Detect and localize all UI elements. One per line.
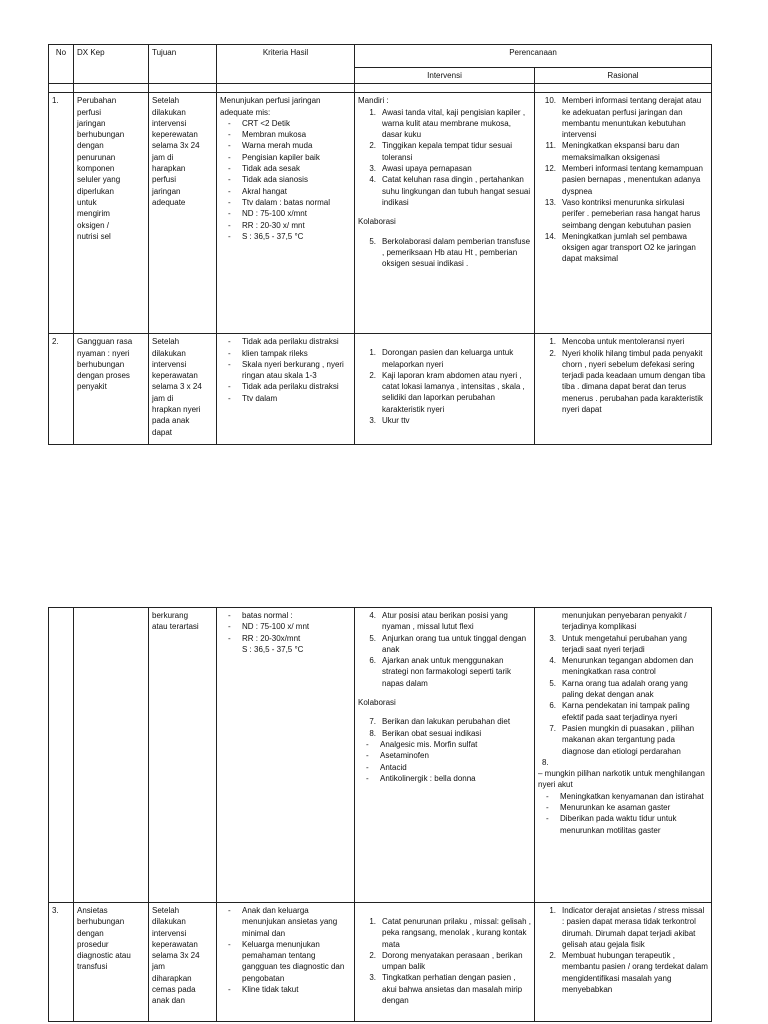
dx-cell: Ansietas berhubungan dengan prosedur diagnostic atau transfusi [74, 903, 149, 1022]
list-item: 6. Karna pendekatan ini tampak paling efektif pada saat terjadinya nyeri [549, 701, 690, 722]
list-item: - Anak dan keluarga menunjukan ansietas yang minimal dan [228, 906, 338, 938]
list-item: - Tidak ada perilaku distraksi [228, 382, 339, 392]
list-item: - S : 36,5 - 37,5 °C [228, 231, 304, 241]
rasional-cell [535, 334, 712, 445]
list-item: 1. Catat penurunan prilaku , missal: gelisah , peka rangsang, menolak , kurang kontak mata [369, 917, 531, 949]
intervensi-cell [355, 334, 535, 445]
list-item: 13. Vaso kontriksi menurunka sirkulasi perifer . pemeberian rasa hangat harus seimbang dengan kebutuhan pasien [544, 197, 701, 230]
list-item: - Membran mukosa [228, 130, 307, 140]
list-item: 4. Atur posisi atau berikan posisi yang nyaman , missal lutut flexi [369, 611, 508, 632]
list-item: - Antikolinergik : bella donna [366, 773, 476, 783]
intervensi-cell [355, 93, 535, 334]
list-item: 1. Mencoba untuk mentoleransi nyeri [549, 337, 685, 347]
kriteria-cell [217, 903, 355, 1022]
list-item: - Pengisian kapiler baik [228, 152, 320, 162]
list-item: 3. Awasi upaya pernapasan [369, 164, 472, 174]
list-item: 2. Tinggikan kepala tempat tidur sesuai toleransi [369, 141, 512, 162]
dx-cell: Perubahan perfusi jaringan berhubungan dengan penurunan komponen seluler yang diperlukan untuk mengirim oksigen / nutrisi sel [74, 93, 149, 334]
kriteria-cell [217, 93, 355, 334]
kolaborasi-heading: Kolaborasi [358, 698, 396, 708]
list-item: 2. Dorong menyatakan perasaan , berikan umpan balik [369, 950, 523, 972]
list-item: - Diberikan pada waktu tidur untuk menurunkan motilitas gaster [546, 814, 677, 835]
list-item: - Akral hangat [228, 186, 287, 196]
list-item: - Ttv dalam : batas normal [228, 197, 331, 207]
list-item: - CRT <2 Detik [228, 118, 290, 128]
care-plan-table-page-1 [48, 44, 712, 445]
list-item: 1. Indicator derajat ansietas / stress missal : pasien dapat merasa tidak terkontrol dirumah. Dirumah dapat terjadi akibat gelisah atau gejala fisik [549, 906, 705, 949]
list-item: 3. Ukur ttv [369, 416, 410, 426]
kriteria-extra: S : 36,5 - 37,5 °C [242, 644, 304, 654]
list-item: 2. Kaji laporan kram abdomen atau nyeri , catat lokasi lamanya , intensitas , skala , selidiki dan laporkan perubahan karakteristik nyeri [369, 370, 525, 414]
list-item: - Tidak ada perilaku distraksi [228, 337, 339, 347]
header-tujuan: Tujuan [149, 45, 217, 84]
rasional-8-number: 8. [542, 757, 549, 767]
header-perencanaan: Perencanaan [355, 45, 712, 68]
list-item: - Kline tidak takut [228, 985, 299, 995]
tujuan-cell: Setelah dilakukan intervensi keperewatan selama 3x 24 jam di harapkan perfusi jaringan adequate [149, 93, 217, 334]
table-row [49, 93, 712, 334]
list-item: 2. Nyeri kholik hilang timbul pada penyakit chorn , nyeri sebelum defekasi sering terjadi pada keadaan umum dengan tiba tiba . dimana dapat berat dan terus menerus . perubahan pada karakteristik nyeri dapat [549, 348, 706, 415]
tujuan-cell: berkurang atau terartasi [149, 608, 217, 903]
list-item: 3. Untuk mengetahui perubahan yang terjadi saat nyeri terjadi [549, 633, 687, 654]
list-item: 4. Menurunkan tegangan abdomen dan meningkatkan rasa control [549, 656, 694, 677]
rasional-cell [535, 93, 712, 334]
list-item: 1. Awasi tanda vital, kaji pengisian kapiler , warna kulit atau membrane mukosa, dasar kuku [369, 107, 526, 140]
rasional-8-text: – mungkin pilihan narkotik untuk menghilangan nyeri akut [538, 769, 705, 790]
dx-cell: Gangguan rasa nyaman : nyeri berhubungan dengan proses penyakit [74, 334, 149, 445]
list-item: 5. Anjurkan orang tua untuk tinggal dengan anak [369, 633, 527, 654]
intervensi-cell [355, 903, 535, 1022]
row-number [49, 608, 74, 903]
rasional-continued: menunjukan penyebaran penyakit / terjadinya komplikasi [562, 611, 687, 632]
row-number: 3. [49, 903, 74, 1022]
kriteria-cell [217, 608, 355, 903]
rasional-cell [535, 903, 712, 1022]
tujuan-cell: Setelah dilakukan intervensi keperawatan selama 3x 24 jam diharapkan cemas pada anak dan [149, 903, 217, 1022]
care-plan-table-page-2 [48, 607, 712, 1022]
list-item: - Menurunkan ke asaman gaster [546, 803, 671, 813]
row-number: 1. [49, 93, 74, 334]
list-item: 10. Memberi informasi tentang derajat atau ke adekuatan perfusi jaringan dan membantu menuntukan kebutuhan intervensi [544, 96, 702, 140]
kolaborasi-heading: Kolaborasi [358, 217, 396, 227]
list-item: - Skala nyeri berkurang , nyeri ringan atau skala 1-3 [228, 359, 344, 381]
list-item: - klien tampak rileks [228, 348, 308, 358]
header-kriteria-hasil: Kriteria Hasil [217, 45, 355, 84]
list-item: - ND : 75-100 x/ mnt [228, 622, 310, 632]
list-item: - Warna merah muda [228, 141, 313, 151]
list-item: - ND : 75-100 x/mnt [228, 209, 307, 219]
dx-cell [74, 608, 149, 903]
intervensi-cell [355, 608, 535, 903]
mandiri-heading: Mandiri : [358, 96, 389, 106]
kriteria-intro: Menunjukan perfusi jaringan adequate mis: [220, 96, 321, 117]
list-item: 14. Meningkatkan jumlah sel pembawa oksigen agar transport O2 ke jaringan dapat maksimal [544, 231, 696, 264]
list-item: - RR : 20-30 x/ mnt [228, 220, 305, 230]
list-item: 2. Membuat hubungan terapeutik , membantu pasien / orang terdekat dalam mengidentifikasi masalah yang menyebabkan [549, 951, 708, 995]
header-rasional: Rasional [535, 68, 712, 84]
list-item: - Antacid [366, 762, 407, 772]
list-item: - RR : 20-30x/mnt [228, 633, 301, 643]
list-item: 1. Dorongan pasien dan keluarga untuk melaporkan nyeri [369, 348, 514, 369]
row-number: 2. [49, 334, 74, 445]
list-item: - batas normal : [228, 611, 293, 620]
list-item: - Keluarga menunjukan pemahaman tentang gangguan tes diagnostic dan pengobatan [228, 939, 345, 983]
list-item: - Tidak ada sesak [228, 164, 300, 174]
list-item: 7. Berikan dan lakukan perubahan diet [369, 717, 511, 727]
kriteria-cell [217, 334, 355, 445]
list-item: 12. Memberi informasi tentang kemampuan pasien bernapas , menentukan adanya dyspnea [544, 164, 703, 196]
table-row [49, 334, 712, 445]
header-no: No [49, 45, 74, 84]
list-item: - Meningkatkan kenyamanan dan istirahat [546, 791, 704, 801]
rasional-cell [535, 608, 712, 903]
list-item: - Analgesic mis. Morfin sulfat [366, 739, 478, 749]
list-item: 6. Ajarkan anak untuk menggunakan strategi non farmakologi seperti tarik napas dalam [369, 656, 511, 688]
list-item: 4. Catat keluhan rasa dingin , pertahankan suhu lingkungan dan tubuh hangat sesuai indikasi [369, 175, 531, 207]
header-intervensi: Intervensi [355, 68, 535, 84]
list-item: 7. Pasien mungkin di puasakan , pilihan makanan akan tergantung pada diagnose dan etiologi perdarahan [549, 723, 695, 756]
list-item: 5. Berkolaborasi dalam pemberian transfuse , pemeriksaan Hb atau Ht , pemberian oksigen sesuai indikasi . [369, 236, 531, 269]
list-item: - Asetaminofen [366, 751, 429, 761]
list-item: 11. Meningkatkan ekspansi baru dan memaksimalkan oksigenasi [545, 141, 680, 162]
list-item: 5. Karna orang tua adalah orang yang paling dekat dengan anak [549, 678, 688, 700]
list-item: 8. Berikan obat sesuai indikasi [369, 728, 482, 738]
table-row [49, 608, 712, 903]
list-item: - Ttv dalam [228, 393, 278, 403]
table-row [49, 903, 712, 1022]
list-item: 3. Tingkatkan perhatian dengan pasien , akui bahwa ansietas dan masalah mirip dengan [369, 973, 523, 1006]
header-dx-kep: DX Kep [74, 45, 149, 84]
list-item: - Tidak ada sianosis [228, 175, 308, 185]
tujuan-cell: Setelah dilakukan intervensi keperawatan selama 3 x 24 jam di hrapkan nyeri pada anak dapat [149, 334, 217, 445]
